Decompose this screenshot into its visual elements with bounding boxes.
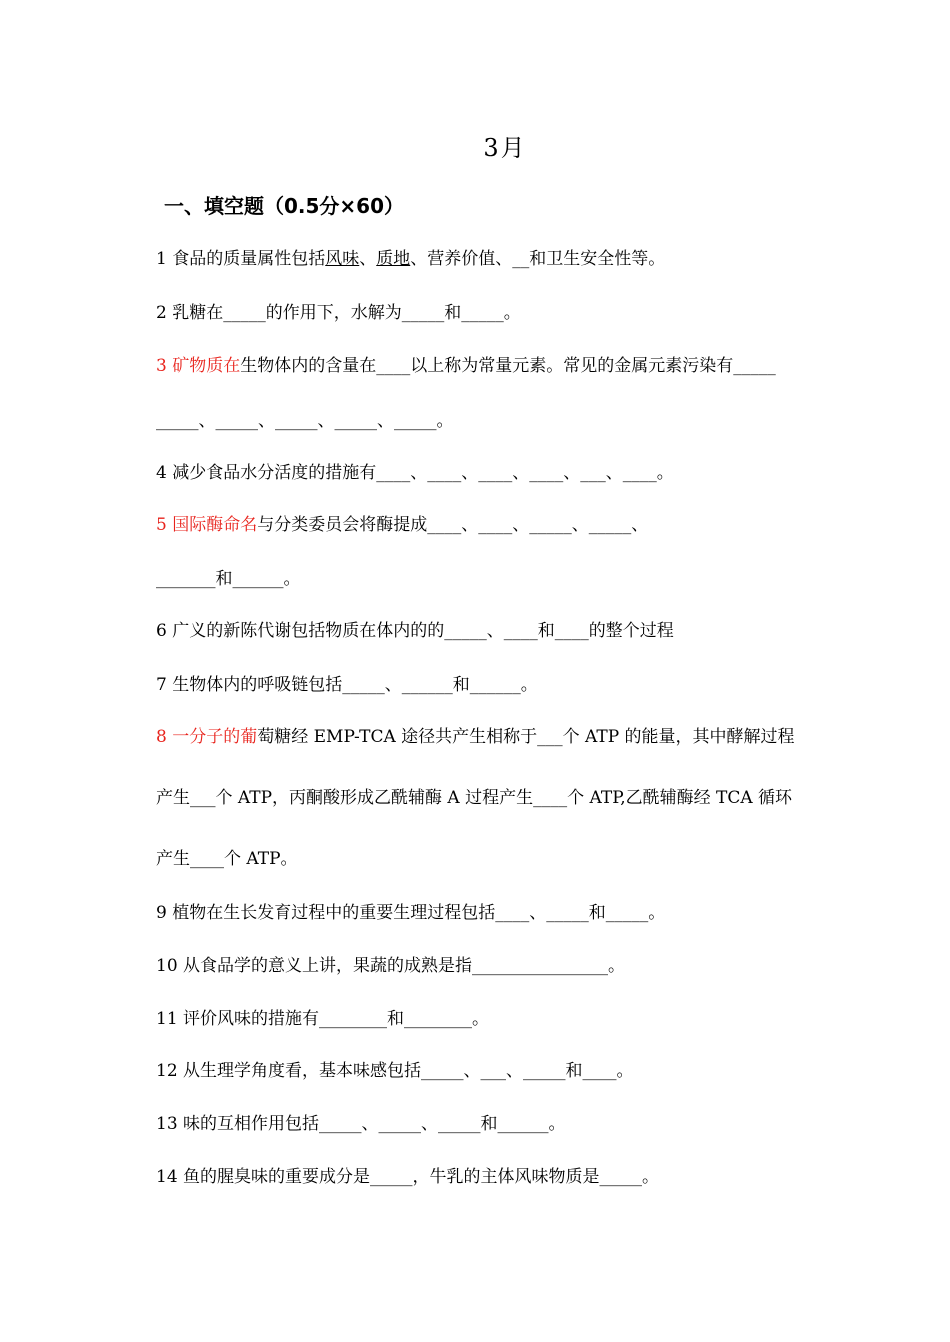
- question-5-continued: _______和______。: [156, 569, 301, 589]
- question-11: 11 评价风味的措施有________和________。: [156, 1009, 490, 1029]
- q3-text: 生物体内的含量在____以上称为常量元素。常见的金属元素污染有_____: [240, 356, 776, 376]
- question-3-continued: _____、_____、_____、_____、_____。: [156, 411, 454, 431]
- question-6: 6 广义的新陈代谢包括物质在体内的的_____、____和____的整个过程: [156, 621, 674, 641]
- question-10: 10 从食品学的意义上讲，果蔬的成熟是指________________。: [156, 956, 626, 976]
- page-title: 3月: [483, 134, 527, 162]
- question-4: 4 减少食品水分活度的措施有____、____、____、____、___、____。: [156, 463, 674, 483]
- q1-text-e: 、营养价值、__和卫生安全性等。: [410, 249, 666, 269]
- q5-highlight: 5 国际酶命名: [156, 515, 258, 535]
- section-heading: 一、填空题（0.5分×60）: [164, 194, 405, 218]
- question-8-continued-2: 产生____个 ATP。: [156, 849, 298, 869]
- q8-highlight: 8 一分子的葡: [156, 727, 258, 747]
- q1-underlined-texture: 质地: [376, 249, 411, 269]
- q8-text: 萄糖经 EMP-TCA 途径共产生相称于___个 ATP 的能量，其中酵解过程: [257, 727, 795, 747]
- question-13: 13 味的互相作用包括_____、_____、_____和______。: [156, 1114, 566, 1134]
- question-8: [156, 726, 795, 748]
- question-8-continued-1: 产生___个 ATP，丙酮酸形成乙酰辅酶 A 过程产生____个 ATP,乙酰辅酶经 TCA 循环: [156, 788, 793, 808]
- q5-text: 与分类委员会将酶提成____、____、_____、_____、: [257, 515, 649, 535]
- q1-text-c: 、: [359, 249, 377, 269]
- q3-highlight: 3 矿物质在: [156, 356, 241, 376]
- question-14: 14 鱼的腥臭味的重要成分是_____，牛乳的主体风味物质是_____。: [156, 1167, 660, 1187]
- q1-text-a: 1 食品的质量属性包括: [156, 249, 326, 269]
- question-3: [156, 355, 776, 377]
- question-12: 12 从生理学角度看，基本味感包括_____、___、_____和____。: [156, 1061, 634, 1081]
- question-2: 2 乳糖在_____的作用下，水解为_____和_____。: [156, 303, 521, 323]
- question-7: 7 生物体内的呼吸链包括_____、______和______。: [156, 675, 538, 695]
- q1-underlined-flavor: 风味: [325, 249, 360, 269]
- question-1: [156, 248, 665, 270]
- question-9: 9 植物在生长发育过程中的重要生理过程包括____、_____和_____。: [156, 903, 666, 923]
- question-5: [156, 514, 648, 536]
